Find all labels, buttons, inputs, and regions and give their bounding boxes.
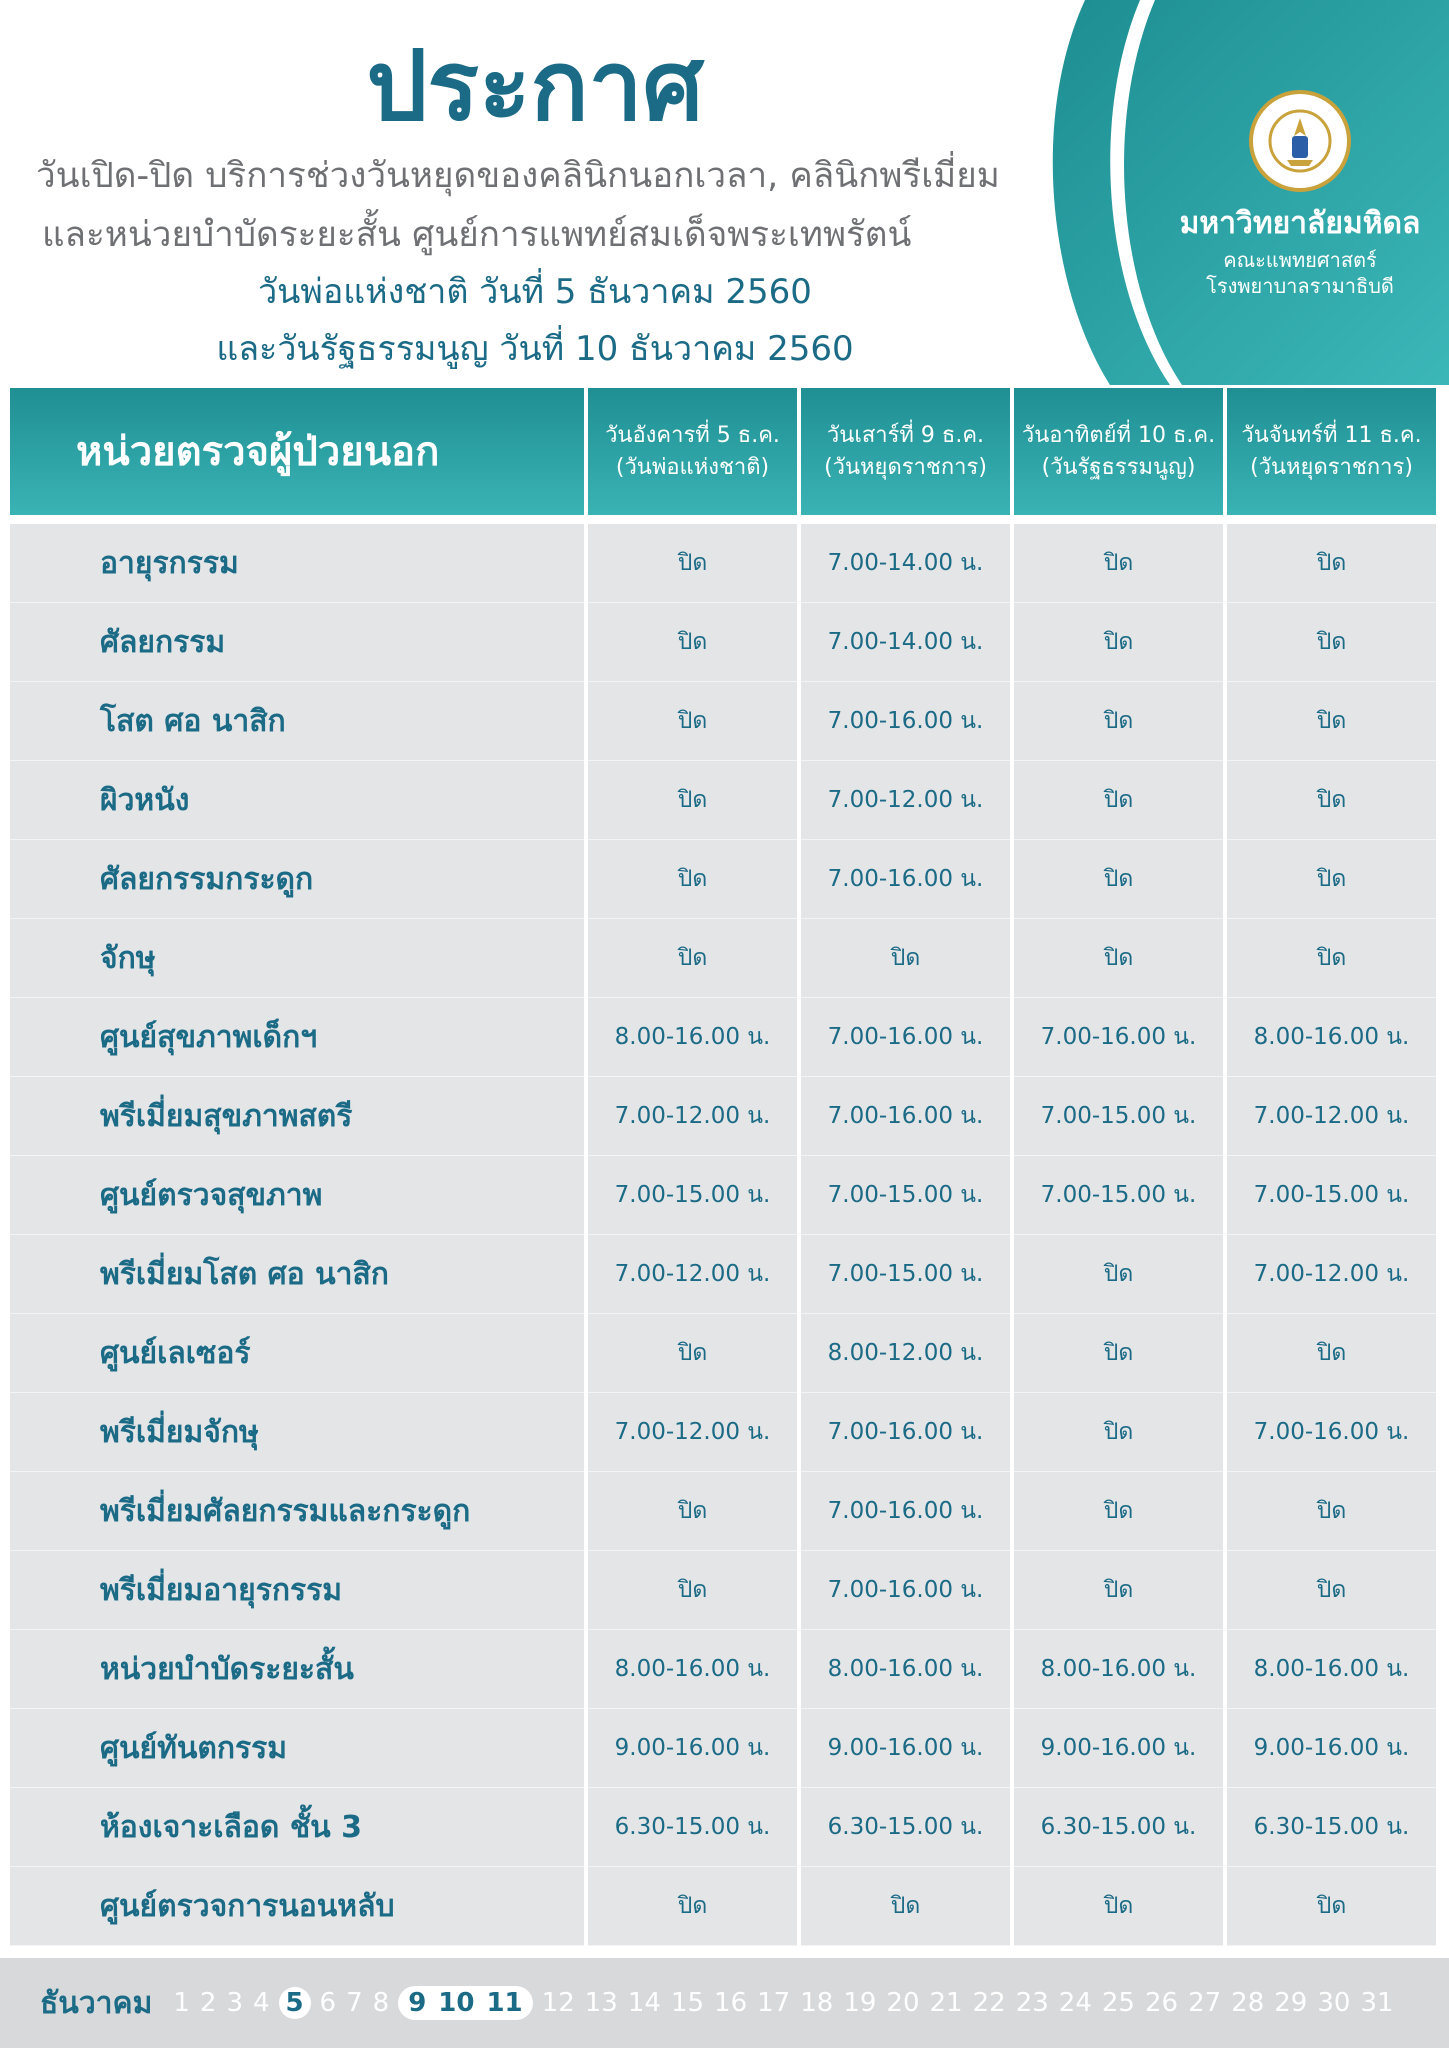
unit-name: พรีเมี่ยมสุขภาพสตรี xyxy=(10,1077,584,1156)
calendar-day: 5 xyxy=(279,1987,311,2019)
table-row xyxy=(10,919,1440,998)
column-header-note: (วันรัฐธรรมนูญ) xyxy=(1041,454,1196,480)
hours-cell: ปิด xyxy=(588,1472,797,1551)
hours-cell: 6.30-15.00 น. xyxy=(1227,1788,1436,1867)
table-row xyxy=(10,1709,1440,1788)
header-separator xyxy=(10,515,1440,524)
highlighted-days-pill xyxy=(398,1986,532,2020)
hours-cell: ปิด xyxy=(588,919,797,998)
unit-name: ผิวหนัง xyxy=(10,761,584,840)
unit-name: พรีเมี่ยมศัลยกรรมและกระดูก xyxy=(10,1472,584,1551)
unit-name: ศูนย์ทันตกรรม xyxy=(10,1709,584,1788)
hours-cell: ปิด xyxy=(1227,1867,1436,1946)
table-body xyxy=(10,524,1440,1946)
table-row xyxy=(10,1393,1440,1472)
unit-name: ศูนย์เลเซอร์ xyxy=(10,1314,584,1393)
hours-cell: ปิด xyxy=(1014,761,1223,840)
hours-cell: ปิด xyxy=(588,761,797,840)
calendar-day: 1 xyxy=(173,1988,190,2018)
hours-cell: 8.00-16.00 น. xyxy=(588,998,797,1077)
hours-cell: ปิด xyxy=(1014,919,1223,998)
calendar-day: 16 xyxy=(714,1988,748,2018)
table-row xyxy=(10,1077,1440,1156)
table-row xyxy=(10,1235,1440,1314)
calendar-day: 3 xyxy=(226,1988,243,2018)
hours-cell: 7.00-16.00 น. xyxy=(801,840,1010,919)
hours-cell: ปิด xyxy=(588,1314,797,1393)
table-row xyxy=(10,1788,1440,1867)
hours-cell: ปิด xyxy=(1014,1393,1223,1472)
column-header-note: (วันพ่อแห่งชาติ) xyxy=(615,454,770,480)
hours-cell: ปิด xyxy=(1014,840,1223,919)
hours-cell: 8.00-16.00 น. xyxy=(588,1630,797,1709)
hours-cell: ปิด xyxy=(1014,1551,1223,1630)
hours-cell: 8.00-12.00 น. xyxy=(801,1314,1010,1393)
schedule-table xyxy=(10,388,1440,1946)
table-row xyxy=(10,524,1440,603)
hours-cell: 7.00-16.00 น. xyxy=(1014,998,1223,1077)
hours-cell: 7.00-16.00 น. xyxy=(801,682,1010,761)
unit-name: พรีเมี่ยมโสต ศอ นาสิก xyxy=(10,1235,584,1314)
hours-cell: 7.00-16.00 น. xyxy=(801,1077,1010,1156)
calendar-strip xyxy=(0,1958,1449,2048)
calendar-day: 15 xyxy=(670,1988,705,2018)
hours-cell: 7.00-15.00 น. xyxy=(1014,1156,1223,1235)
faculty-name: คณะแพทยศาสตร์ xyxy=(1223,248,1377,272)
hours-cell: 7.00-15.00 น. xyxy=(801,1156,1010,1235)
hours-cell: 8.00-16.00 น. xyxy=(1227,1630,1436,1709)
hours-cell: ปิด xyxy=(1014,1314,1223,1393)
table-row xyxy=(10,998,1440,1077)
table-row xyxy=(10,1472,1440,1551)
calendar-day: 8 xyxy=(372,1988,390,2018)
month-label: ธันวาคม xyxy=(40,1985,153,2021)
date-line-2: และวันรัฐธรรมนูญ วันที่ 10 ธันวาคม 2560 xyxy=(216,329,854,369)
calendar-day: 23 xyxy=(1015,1988,1049,2018)
hours-cell: 7.00-15.00 น. xyxy=(1014,1077,1223,1156)
hours-cell: 7.00-16.00 น. xyxy=(801,1551,1010,1630)
unit-name: ศูนย์สุขภาพเด็กฯ xyxy=(10,998,584,1077)
calendar-day: 6 xyxy=(319,1988,337,2018)
hours-cell: ปิด xyxy=(1227,524,1436,603)
column-header-day: วันเสาร์ที่ 9 ธ.ค. xyxy=(826,422,985,448)
column-header-day: วันอังคารที่ 5 ธ.ค. xyxy=(605,422,780,448)
hours-cell: 7.00-12.00 น. xyxy=(588,1393,797,1472)
date-line-1: วันพ่อแห่งชาติ วันที่ 5 ธันวาคม 2560 xyxy=(258,272,812,312)
hours-cell: ปิด xyxy=(588,682,797,761)
hours-cell: ปิด xyxy=(1227,603,1436,682)
hours-cell: ปิด xyxy=(588,1551,797,1630)
table-row xyxy=(10,1156,1440,1235)
hours-cell: ปิด xyxy=(801,1867,1010,1946)
hours-cell: ปิด xyxy=(1227,1551,1436,1630)
hours-cell: 7.00-12.00 น. xyxy=(588,1077,797,1156)
calendar-day: 7 xyxy=(346,1988,363,2018)
calendar-days xyxy=(168,1986,1398,2020)
table-row xyxy=(10,603,1440,682)
column-header-day: วันจันทร์ที่ 11 ธ.ค. xyxy=(1241,422,1422,448)
hours-cell: ปิด xyxy=(1227,919,1436,998)
hours-cell: 6.30-15.00 น. xyxy=(801,1788,1010,1867)
hours-cell: 7.00-15.00 น. xyxy=(1227,1156,1436,1235)
hours-cell: 8.00-16.00 น. xyxy=(801,1630,1010,1709)
calendar-day: 11 xyxy=(486,1988,523,2018)
calendar-day: 19 xyxy=(843,1988,877,2018)
hours-cell: 7.00-14.00 น. xyxy=(801,524,1010,603)
hours-cell: 7.00-16.00 น. xyxy=(801,998,1010,1077)
hours-cell: 8.00-16.00 น. xyxy=(1227,998,1436,1077)
unit-name: ห้องเจาะเลือด ชั้น 3 xyxy=(10,1788,584,1867)
university-logo xyxy=(1150,90,1449,299)
table-row xyxy=(10,682,1440,761)
table-row xyxy=(10,840,1440,919)
calendar-day: 21 xyxy=(929,1988,963,2018)
hours-cell: ปิด xyxy=(1014,1867,1223,1946)
hours-cell: ปิด xyxy=(1014,603,1223,682)
hours-cell: 7.00-12.00 น. xyxy=(1227,1235,1436,1314)
calendar-day: 20 xyxy=(886,1988,920,2018)
hours-cell: 9.00-16.00 น. xyxy=(1227,1709,1436,1788)
hours-cell: 6.30-15.00 น. xyxy=(588,1788,797,1867)
calendar-day: 26 xyxy=(1144,1988,1179,2018)
hours-cell: 9.00-16.00 น. xyxy=(1014,1709,1223,1788)
hours-cell: ปิด xyxy=(1227,1314,1436,1393)
calendar-day: 18 xyxy=(800,1988,834,2018)
hours-cell: ปิด xyxy=(1227,1472,1436,1551)
hours-cell: 9.00-16.00 น. xyxy=(801,1709,1010,1788)
calendar-day: 13 xyxy=(584,1988,618,2018)
calendar-day: 29 xyxy=(1274,1988,1308,2018)
hours-cell: ปิด xyxy=(1014,524,1223,603)
hours-cell: ปิด xyxy=(1227,840,1436,919)
unit-name: อายุรกรรม xyxy=(10,524,584,603)
hours-cell: ปิด xyxy=(1014,1235,1223,1314)
table-row xyxy=(10,1630,1440,1709)
table-row xyxy=(10,1867,1440,1946)
column-header xyxy=(588,388,797,515)
unit-name: ศัลยกรรม xyxy=(10,603,584,682)
hours-cell: 8.00-16.00 น. xyxy=(1014,1630,1223,1709)
page-title: ประกาศ xyxy=(366,30,704,142)
hospital-name: โรงพยาบาลรามาธิบดี xyxy=(1206,274,1394,298)
hours-cell: ปิด xyxy=(588,1867,797,1946)
university-name: มหาวิทยาลัยมหิดล xyxy=(1179,206,1421,241)
table-row xyxy=(10,1314,1440,1393)
hours-cell: 7.00-15.00 น. xyxy=(801,1235,1010,1314)
hours-cell: ปิด xyxy=(588,524,797,603)
hours-cell: 7.00-15.00 น. xyxy=(588,1156,797,1235)
subtitle-line-1: วันเปิด-ปิด บริการช่วงวันหยุดของคลินิกนอกเวลา, คลินิกพรีเมี่ยม xyxy=(36,156,1000,196)
table-header-row xyxy=(10,388,1440,515)
calendar-day: 24 xyxy=(1058,1988,1092,2018)
seal-icon xyxy=(1249,90,1351,192)
column-header-note: (วันหยุดราชการ) xyxy=(1250,454,1413,480)
calendar-day: 10 xyxy=(438,1988,475,2018)
hours-cell: ปิด xyxy=(588,840,797,919)
unit-name: ศูนย์ตรวจการนอนหลับ xyxy=(10,1867,584,1946)
calendar-day: 25 xyxy=(1101,1988,1135,2018)
column-header-day: วันอาทิตย์ที่ 10 ธ.ค. xyxy=(1021,422,1216,448)
calendar-day: 17 xyxy=(757,1988,791,2018)
hours-cell: 7.00-16.00 น. xyxy=(1227,1393,1436,1472)
hours-cell: ปิด xyxy=(588,603,797,682)
calendar-day: 14 xyxy=(627,1988,661,2018)
calendar-day: 2 xyxy=(199,1988,217,2018)
calendar-day: 4 xyxy=(253,1988,270,2018)
hours-cell: 7.00-16.00 น. xyxy=(801,1393,1010,1472)
hours-cell: 7.00-14.00 น. xyxy=(801,603,1010,682)
hours-cell: ปิด xyxy=(801,919,1010,998)
hours-cell: ปิด xyxy=(1014,1472,1223,1551)
unit-column-header: หน่วยตรวจผู้ป่วยนอก xyxy=(10,388,584,515)
hours-cell: ปิด xyxy=(1227,682,1436,761)
column-header xyxy=(801,388,1010,515)
hours-cell: 9.00-16.00 น. xyxy=(588,1709,797,1788)
unit-name: จักษุ xyxy=(10,919,584,998)
hours-cell: 7.00-12.00 น. xyxy=(1227,1077,1436,1156)
table-row xyxy=(10,1551,1440,1630)
calendar-day: 9 xyxy=(408,1988,427,2018)
calendar-day: 31 xyxy=(1360,1988,1394,2018)
hours-cell: 7.00-16.00 น. xyxy=(801,1472,1010,1551)
table-row xyxy=(10,761,1440,840)
subtitle-line-2: และหน่วยบำบัดระยะสั้น ศูนย์การแพทย์สมเด็จพระเทพรัตน์ xyxy=(42,215,912,255)
hours-cell: ปิด xyxy=(1014,682,1223,761)
calendar-day: 12 xyxy=(541,1988,575,2018)
column-header xyxy=(1227,388,1436,515)
hours-cell: 6.30-15.00 น. xyxy=(1014,1788,1223,1867)
calendar-day: 27 xyxy=(1188,1988,1222,2018)
column-header-note: (วันหยุดราชการ) xyxy=(824,454,987,480)
unit-name: พรีเมี่ยมจักษุ xyxy=(10,1393,584,1472)
hours-cell: 7.00-12.00 น. xyxy=(588,1235,797,1314)
hours-cell: 7.00-12.00 น. xyxy=(801,761,1010,840)
calendar-day: 22 xyxy=(972,1988,1006,2018)
column-header xyxy=(1014,388,1223,515)
unit-name: พรีเมี่ยมอายุรกรรม xyxy=(10,1551,584,1630)
calendar-day: 30 xyxy=(1317,1988,1351,2018)
unit-name: โสต ศอ นาสิก xyxy=(10,682,584,761)
calendar-day: 28 xyxy=(1231,1988,1265,2018)
hours-cell: ปิด xyxy=(1227,761,1436,840)
unit-name: หน่วยบำบัดระยะสั้น xyxy=(10,1630,584,1709)
unit-name: ศัลยกรรมกระดูก xyxy=(10,840,584,919)
header xyxy=(0,0,1449,385)
unit-name: ศูนย์ตรวจสุขภาพ xyxy=(10,1156,584,1235)
